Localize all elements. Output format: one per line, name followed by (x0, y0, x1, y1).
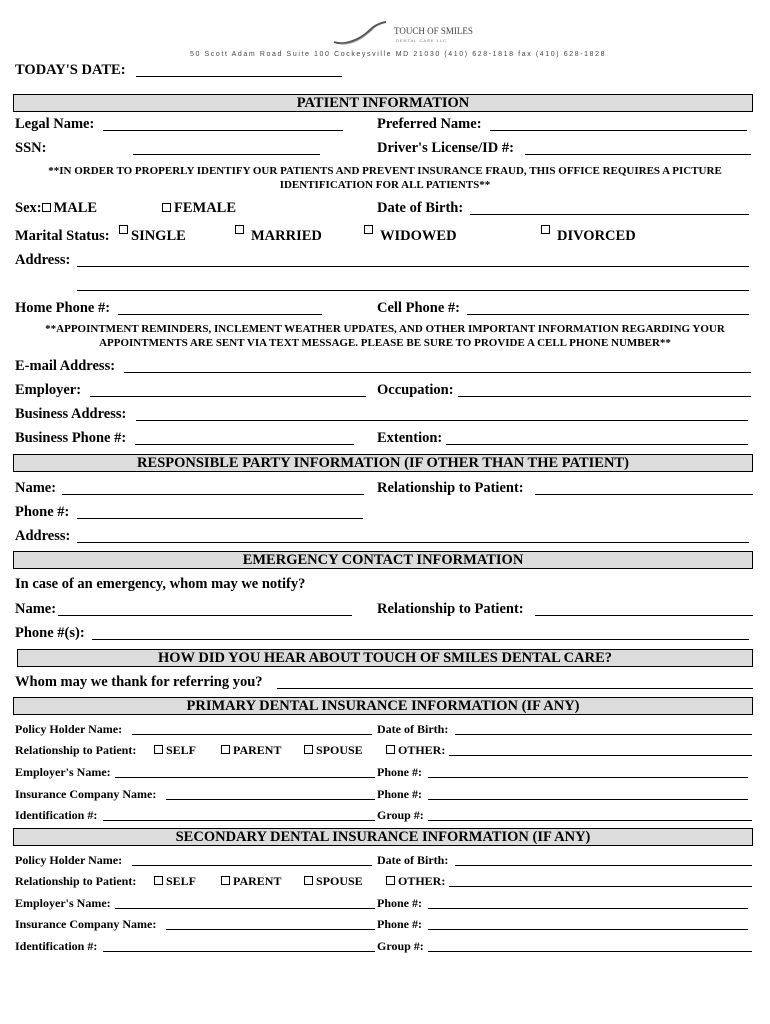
responsible-relationship-label: Relationship to Patient: (377, 480, 524, 496)
patient-info-header: PATIENT INFORMATION (13, 94, 753, 112)
emergency-contact-header: EMERGENCY CONTACT INFORMATION (13, 551, 753, 569)
responsible-name-field[interactable] (62, 494, 364, 495)
referral-question: Whom may we thank for referring you? (15, 674, 263, 690)
secondary-dob-label: Date of Birth: (377, 853, 449, 867)
dob-field[interactable] (470, 214, 749, 215)
emergency-phones-field[interactable] (92, 639, 749, 640)
sex-row (15, 200, 97, 217)
secondary-other-option (386, 874, 445, 889)
secondary-phone2-field[interactable] (428, 929, 748, 930)
marital-status-label: Marital Status: (15, 228, 110, 244)
occupation-label: Occupation: (377, 382, 454, 398)
home-phone-label: Home Phone #: (15, 300, 111, 316)
referral-header: HOW DID YOU HEAR ABOUT TOUCH OF SMILES DENTAL CARE? (17, 649, 753, 667)
primary-parent-label: PARENT (233, 743, 282, 757)
sex-label: Sex: (15, 200, 42, 216)
primary-insurance-header: PRIMARY DENTAL INSURANCE INFORMATION (IF ANY) (13, 697, 753, 715)
business-phone-field[interactable] (135, 444, 354, 445)
divorced-checkbox[interactable] (541, 225, 550, 234)
female-checkbox[interactable] (162, 203, 171, 212)
secondary-other-checkbox[interactable] (386, 876, 395, 885)
emergency-name-field[interactable] (58, 615, 352, 616)
responsible-name-label: Name: (15, 480, 57, 496)
logo-subtext: DENTAL CARE LLC (396, 38, 448, 43)
widowed-option (364, 222, 457, 244)
widowed-label: WIDOWED (380, 228, 457, 244)
ssn-field[interactable] (133, 154, 320, 155)
extention-field[interactable] (446, 444, 748, 445)
primary-phone2-label: Phone #: (377, 787, 422, 801)
address-field-1[interactable] (77, 266, 749, 267)
primary-self-checkbox[interactable] (154, 745, 163, 754)
primary-other-label: OTHER: (398, 743, 446, 757)
practice-address: 50 Scott Adam Road Suite 100 Cockeysville MD 21030 (410) 628-1818 fax (410) 628-1828 (190, 51, 607, 58)
primary-phone-label: Phone #: (377, 765, 422, 779)
primary-group-label: Group #: (377, 808, 424, 822)
secondary-insurance-company-label: Insurance Company Name: (15, 917, 157, 931)
single-option (119, 222, 186, 244)
primary-identification-field[interactable] (103, 820, 375, 821)
responsible-relationship-field[interactable] (535, 494, 753, 495)
secondary-group-field[interactable] (428, 951, 752, 952)
primary-insurance-company-label: Insurance Company Name: (15, 787, 157, 801)
referral-field[interactable] (277, 688, 753, 689)
email-label: E-mail Address: (15, 358, 116, 374)
emergency-phones-label: Phone #(s): (15, 625, 85, 641)
sms-notice: **APPOINTMENT REMINDERS, INCLEMENT WEATHER UPDATES, AND OTHER IMPORTANT INFORMATION REGARDING YOUR APPOINTMENTS ARE SENT VIA TEXT MESSAGE. PLEASE BE SURE TO PROVIDE A CELL PHONE NUMBER** (45, 323, 725, 349)
logo-text: TOUCH OF SMILES (394, 26, 473, 36)
secondary-group-label: Group #: (377, 939, 424, 953)
primary-group-field[interactable] (428, 820, 752, 821)
emergency-name-label: Name: (15, 601, 57, 617)
logo (330, 18, 473, 48)
responsible-phone-field[interactable] (77, 518, 363, 519)
primary-phone-field[interactable] (428, 777, 748, 778)
preferred-name-field[interactable] (490, 130, 747, 131)
responsible-address-field[interactable] (77, 542, 749, 543)
married-label: MARRIED (251, 228, 322, 244)
secondary-phone-label: Phone #: (377, 896, 422, 910)
secondary-spouse-option (304, 874, 363, 889)
address-field-2[interactable] (77, 290, 749, 291)
logo-swoosh-icon (330, 18, 390, 48)
primary-policy-holder-field[interactable] (132, 734, 372, 735)
primary-identification-label: Identification #: (15, 808, 98, 822)
secondary-identification-label: Identification #: (15, 939, 98, 953)
primary-insurance-company-field[interactable] (166, 799, 375, 800)
secondary-other-label: OTHER: (398, 874, 446, 888)
primary-spouse-label: SPOUSE (316, 743, 363, 757)
responsible-phone-label: Phone #: (15, 504, 70, 520)
emergency-relationship-field[interactable] (535, 615, 753, 616)
cell-phone-field[interactable] (467, 314, 749, 315)
preferred-name-label: Preferred Name: (377, 116, 482, 132)
primary-policy-holder-label: Policy Holder Name: (15, 722, 123, 736)
secondary-phone-field[interactable] (428, 908, 748, 909)
primary-relationship-label: Relationship to Patient: (15, 743, 137, 757)
primary-dob-field[interactable] (455, 734, 752, 735)
male-checkbox[interactable] (42, 203, 51, 212)
extention-label: Extention: (377, 430, 443, 446)
secondary-employer-field[interactable] (115, 908, 375, 909)
secondary-policy-holder-label: Policy Holder Name: (15, 853, 123, 867)
secondary-parent-label: PARENT (233, 874, 282, 888)
secondary-employer-label: Employer's Name: (15, 896, 111, 910)
primary-other-option (386, 743, 445, 758)
secondary-spouse-label: SPOUSE (316, 874, 363, 888)
email-field[interactable] (124, 372, 751, 373)
primary-other-checkbox[interactable] (386, 745, 395, 754)
todays-date-field[interactable] (136, 76, 342, 77)
secondary-phone2-label: Phone #: (377, 917, 422, 931)
primary-other-field[interactable] (449, 755, 752, 756)
secondary-parent-checkbox[interactable] (221, 876, 230, 885)
employer-field[interactable] (90, 396, 366, 397)
primary-self-label: SELF (166, 743, 197, 757)
primary-employer-label: Employer's Name: (15, 765, 111, 779)
single-checkbox[interactable] (119, 225, 128, 234)
employer-label: Employer: (15, 382, 82, 398)
primary-parent-checkbox[interactable] (221, 745, 230, 754)
address-label: Address: (15, 252, 71, 268)
primary-spouse-checkbox[interactable] (304, 745, 313, 754)
id-notice: **IN ORDER TO PROPERLY IDENTIFY OUR PATIENTS AND PREVENT INSURANCE FRAUD, THIS OFFICE REQUIRES A PICTURE IDENTIFICATION FOR ALL PATIENTS** (48, 165, 722, 191)
primary-employer-field[interactable] (115, 777, 375, 778)
female-label: FEMALE (174, 200, 237, 216)
secondary-self-option (154, 874, 196, 889)
secondary-insurance-company-field[interactable] (166, 929, 375, 930)
emergency-question: In case of an emergency, whom may we notify? (15, 576, 306, 592)
business-phone-label: Business Phone #: (15, 430, 127, 446)
legal-name-field[interactable] (103, 130, 343, 131)
primary-spouse-option (304, 743, 363, 758)
secondary-identification-field[interactable] (103, 951, 375, 952)
secondary-self-checkbox[interactable] (154, 876, 163, 885)
primary-parent-option (221, 743, 281, 758)
primary-phone2-field[interactable] (428, 799, 748, 800)
male-label: MALE (53, 200, 98, 216)
drivers-license-label: Driver's License/ID #: (377, 140, 514, 156)
legal-name-label: Legal Name: (15, 116, 95, 132)
married-checkbox[interactable] (235, 225, 244, 234)
female-option (162, 200, 236, 217)
responsible-party-header: RESPONSIBLE PARTY INFORMATION (IF OTHER THAN THE PATIENT) (13, 454, 753, 472)
responsible-address-label: Address: (15, 528, 71, 544)
secondary-relationship-label: Relationship to Patient: (15, 874, 137, 888)
todays-date-label: TODAY'S DATE: (15, 62, 126, 78)
business-address-field[interactable] (136, 420, 748, 421)
widowed-checkbox[interactable] (364, 225, 373, 234)
secondary-policy-holder-field[interactable] (132, 865, 372, 866)
secondary-other-field[interactable] (449, 886, 752, 887)
ssn-label: SSN: (15, 140, 47, 156)
single-label: SINGLE (131, 228, 186, 244)
dob-label: Date of Birth: (377, 200, 464, 216)
secondary-self-label: SELF (166, 874, 197, 888)
emergency-relationship-label: Relationship to Patient: (377, 601, 524, 617)
home-phone-field[interactable] (118, 314, 322, 315)
primary-self-option (154, 743, 196, 758)
cell-phone-label: Cell Phone #: (377, 300, 460, 316)
occupation-field[interactable] (458, 396, 751, 397)
divorced-option (541, 222, 636, 244)
secondary-insurance-header: SECONDARY DENTAL INSURANCE INFORMATION (IF ANY) (13, 828, 753, 846)
secondary-dob-field[interactable] (455, 865, 752, 866)
secondary-spouse-checkbox[interactable] (304, 876, 313, 885)
business-address-label: Business Address: (15, 406, 127, 422)
divorced-label: DIVORCED (557, 228, 636, 244)
primary-dob-label: Date of Birth: (377, 722, 449, 736)
secondary-parent-option (221, 874, 281, 889)
married-option (235, 222, 322, 244)
drivers-license-field[interactable] (525, 154, 751, 155)
